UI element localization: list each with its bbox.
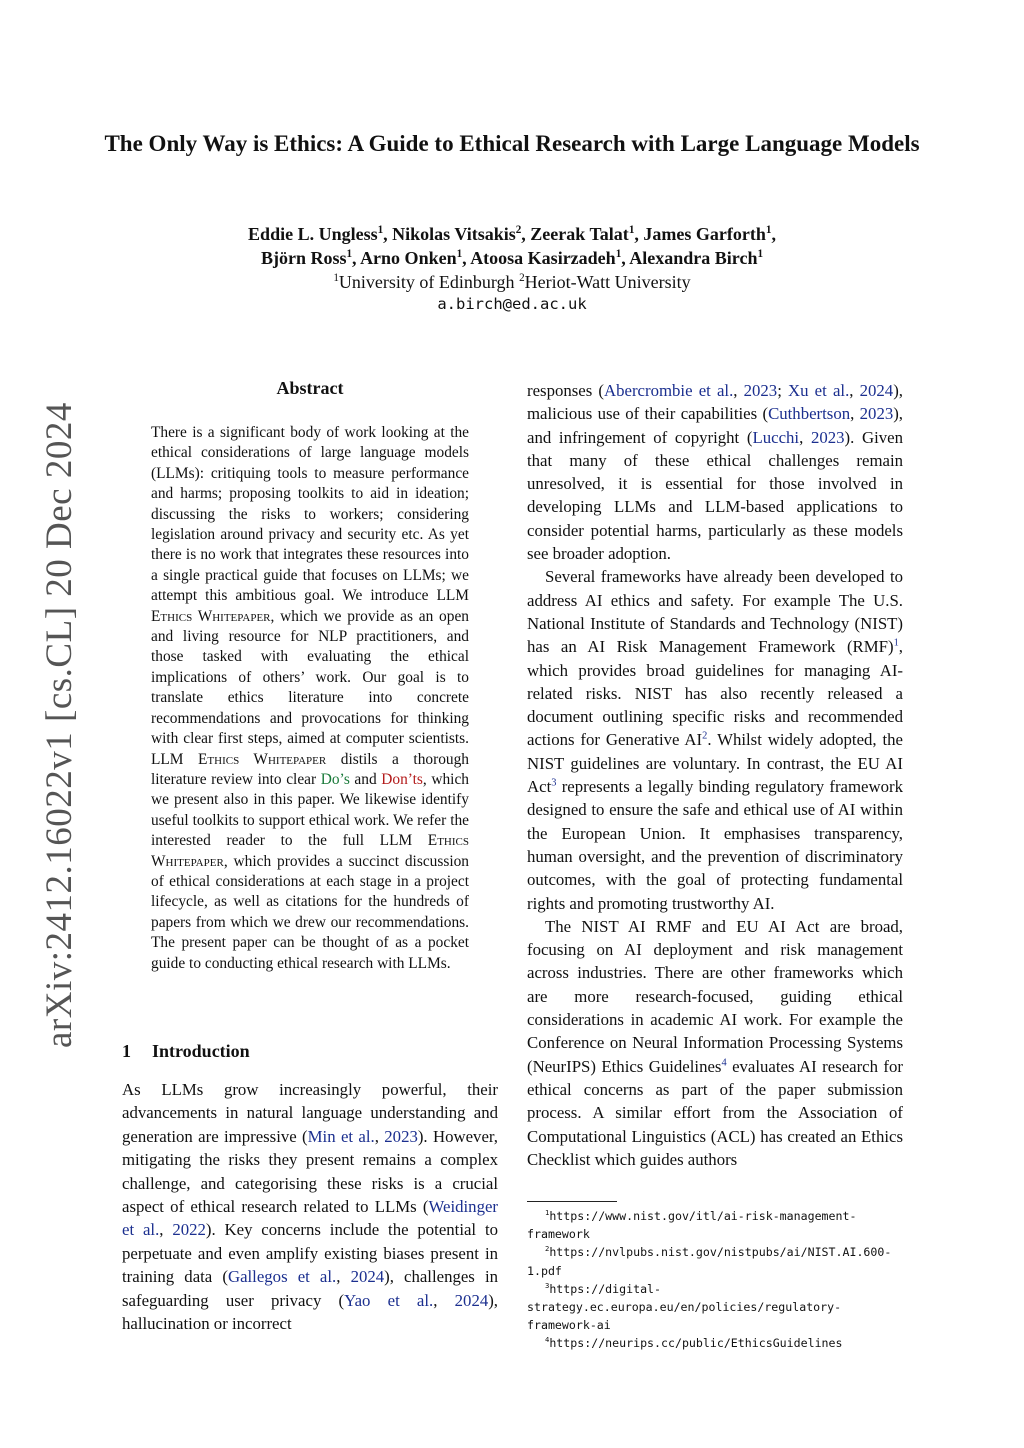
body-text: , which provides broad guidelines for managing AI-related risks. NIST has also recently released a document outlining specific risks and recommended actions for Generative AI	[527, 637, 903, 750]
author-affiliation-mark: 1	[765, 224, 772, 236]
abstract-body	[151, 423, 469, 974]
whitepaper-name: LLM Ethics Whitepaper	[151, 832, 469, 870]
body-text: Several frameworks have already been developed to address AI ethics and safety. For example The U.S. National Institute of Standards and Technology (NIST) has an AI Risk Management Framework (RMF)	[527, 567, 903, 657]
body-text: ,	[374, 1126, 385, 1146]
dos-link[interactable]: Do’s	[320, 770, 350, 788]
citation-link[interactable]: Lucchi	[752, 427, 800, 447]
footnote-url-link[interactable]: https://neurips.cc/public/EthicsGuidelines	[549, 1336, 843, 1351]
affiliation-name: Heriot-Watt University	[524, 272, 691, 292]
author-name: James Garforth	[643, 224, 766, 244]
body-text: ), hallucination or incorrect	[122, 1290, 499, 1334]
whitepaper-name: LLM Ethics Whitepaper	[151, 587, 469, 625]
footnote	[527, 1243, 903, 1279]
footnote-number: 2	[545, 1244, 550, 1254]
body-text: . Whilst widely adopted, the NIST guidelines are voluntary. In contrast, the EU AI Act	[527, 730, 903, 797]
donts-link[interactable]: Don’ts	[381, 770, 423, 788]
body-text: ), and infringement of copyright (	[527, 404, 904, 447]
citation-link[interactable]: Abercrombie et al.	[604, 381, 734, 400]
citation-link[interactable]: Yao et al.	[344, 1290, 434, 1310]
citation-link[interactable]: Xu et al.	[788, 381, 850, 400]
citation-year-link[interactable]: 2024	[350, 1267, 385, 1287]
citation-year-link[interactable]: 2023	[743, 381, 778, 400]
citation-year-link[interactable]: 2024	[454, 1290, 489, 1310]
abstract-text: and	[349, 770, 382, 788]
citation-link[interactable]: Min et al.	[307, 1126, 375, 1146]
footnotes	[527, 1207, 903, 1353]
abstract-heading: Abstract	[276, 378, 344, 398]
body-text: ,	[850, 404, 860, 424]
author-name: Eddie L. Ungless	[248, 224, 378, 244]
author-affiliation-mark: 1	[377, 224, 384, 236]
affiliation-mark: 1	[333, 272, 339, 284]
body-text: The NIST AI RMF and EU AI Act are broad, focusing on AI deployment and risk management across industries. There are other frameworks which are more research-focused, guiding ethical considerations in academic AI work. For example the Conference on Neural Information Processing Systems (NeurIPS) Ethics Guidelines	[527, 916, 903, 1076]
whitepaper-name: LLM Ethics Whitepaper	[151, 750, 327, 768]
author-affiliation-mark: 1	[757, 248, 764, 260]
paragraph	[527, 379, 903, 565]
abstract-text: , which we provide as an open and living resource for NLP practitioners, and those tasked with evaluating the ethical implications of others’ work. Our goal is to translate ethics literature into concrete recommendations and provocations for thinking with clear first steps, aimed at computer scientists.	[151, 607, 469, 748]
affiliations	[100, 270, 924, 294]
paper-title: The Only Way is Ethics: A Guide to Ethical Research with Large Language Models	[104, 131, 920, 156]
paragraph	[527, 565, 903, 914]
author-affiliation-mark: 1	[346, 248, 353, 260]
citation-year-link[interactable]: 2023	[859, 404, 894, 424]
footnote-number: 3	[545, 1280, 550, 1290]
body-text: ,	[849, 381, 860, 400]
author-affiliation-mark: 1	[615, 248, 622, 260]
footnote-number: 4	[545, 1335, 550, 1345]
author-affiliation-mark: 1	[456, 248, 463, 260]
citation-link[interactable]: Gallegos et al.	[227, 1267, 337, 1287]
footnote	[527, 1280, 903, 1335]
body-text: ,	[159, 1220, 173, 1240]
body-text: ,	[733, 381, 744, 400]
footnote-divider	[527, 1201, 617, 1202]
body-text: ), challenges in safeguarding user privacy (	[122, 1267, 498, 1310]
author-name: Björn Ross	[260, 248, 347, 268]
footnote-url-link[interactable]: https://digital-strategy.ec.europa.eu/en/policies/regulatory-framework-ai	[527, 1281, 842, 1333]
body-text: ,	[433, 1290, 455, 1310]
section-title: Introduction	[152, 1041, 250, 1061]
section-heading-introduction	[122, 1041, 250, 1062]
footnote-url-link[interactable]: https://www.nist.gov/itl/ai-risk-management-framework	[527, 1209, 857, 1242]
footnote-mark[interactable]: 2	[702, 730, 708, 742]
citation-link[interactable]: Cuthbertson	[768, 404, 851, 424]
author-affiliation-mark: 1	[628, 224, 635, 236]
citation-year-link[interactable]: 2024	[859, 381, 894, 400]
abstract-text: There is a significant body of work looking at the ethical considerations of large language models (LLMs): critiquing tools to measure performance and harms; proposing toolkits to aid in ideation; discussing the risks to workers; considering legislation around privacy and security etc. As yet there is no work that integrates these resources into a single practical guide that focuses on LLMs; we attempt this ambitious goal. We introduce	[151, 424, 469, 605]
paragraph	[527, 915, 903, 1171]
body-text: ), malicious use of their capabilities (	[527, 381, 903, 424]
abstract-text: distils a thorough literature review into clear	[151, 750, 469, 788]
body-text: ). Given that many of these ethical challenges remain unresolved, it is essential for those involved in developing LLMs and LLM-based applications to consider potential harms, particularly as these models see broader adoption.	[527, 427, 904, 564]
body-text: evaluates AI research for ethical concerns as part of the paper submission process. A similar effort from the Association of Computational Linguistics (ACL) has created an Ethics Checklist which guides authors	[527, 1056, 903, 1169]
body-text: ,	[799, 427, 811, 447]
author-name: Nikolas Vitsakis	[392, 224, 516, 244]
author-list: Eddie L. Ungless$^1$, Nikolas Vitsakis$^2$, Zeerak Talat$^1$, James Garforth$^1$, Björn Ross$^1$, Arno Onken$^1$, Atoosa Kasirzadeh$^1$, Alexandra Birch$^1$	[248, 224, 776, 268]
section-number: 1	[122, 1041, 131, 1061]
body-text: ,	[336, 1267, 351, 1287]
footnote	[527, 1334, 903, 1352]
abstract-text: , which provides a succinct discussion of ethical considerations at each stage in a project lifecycle, as well as citations for the hundreds of papers from which we drew our recommendations. The present paper can be thought of as a pocket guide to conducting ethical research with LLMs.	[151, 852, 469, 972]
body-text: represents a legally binding regulatory framework designed to ensure the safe and ethical use of AI within the European Union. It emphasises transparency, human oversight, and the prevention of discriminatory outcomes, with the goal of protecting fundamental rights and promoting trustworthy AI.	[527, 777, 903, 913]
footnote-mark[interactable]: 4	[721, 1057, 727, 1069]
abstract-text: , which we present also in this paper. We likewise identify useful toolkits to support ethical work. We refer the interested reader to the full	[151, 770, 469, 850]
author-name: Arno Onken	[360, 248, 457, 268]
body-text: ). Key concerns include the potential to perpetuate and even amplify existing biases present in training data (	[122, 1220, 498, 1287]
author-affiliation-mark: 2	[515, 224, 522, 236]
citation-year-link[interactable]: 2023	[384, 1126, 418, 1146]
author-name: Zeerak Talat	[530, 224, 629, 244]
body-text: responses (	[527, 381, 604, 400]
citation-year-link[interactable]: 2023	[810, 427, 845, 447]
author-name: Atoosa Kasirzadeh	[470, 248, 616, 268]
footnote	[527, 1207, 903, 1243]
affiliation-mark: 2	[519, 272, 525, 284]
contact-email: a.birch@ed.ac.uk	[437, 295, 587, 313]
footnote-number: 1	[545, 1208, 550, 1218]
citation-year-link[interactable]: 2022	[172, 1220, 206, 1240]
footnote-url-link[interactable]: https://nvlpubs.nist.gov/nistpubs/ai/NIST.AI.600-1.pdf	[527, 1245, 892, 1278]
citation-link[interactable]: Weidinger et al.	[122, 1197, 498, 1240]
arxiv-sidebar-label: arXiv:2412.16022v1 [cs.CL] 20 Dec 2024	[39, 402, 80, 1048]
body-text: ;	[777, 381, 789, 400]
footnote-mark[interactable]: 1	[893, 637, 899, 649]
introduction-paragraph	[122, 1078, 498, 1335]
author-name: Alexandra Birch	[629, 248, 758, 268]
footnote-mark[interactable]: 3	[551, 777, 557, 789]
affiliation-name: University of Edinburgh	[338, 272, 515, 292]
right-column	[527, 379, 903, 1171]
body-text: ). However, mitigating the risks they present remains a complex challenge, and categorising these risks is a crucial aspect of ethical research related to LLMs (	[122, 1126, 498, 1217]
body-text: As LLMs grow increasingly powerful, their advancements in natural language understanding and generation are impressive (	[122, 1080, 498, 1146]
